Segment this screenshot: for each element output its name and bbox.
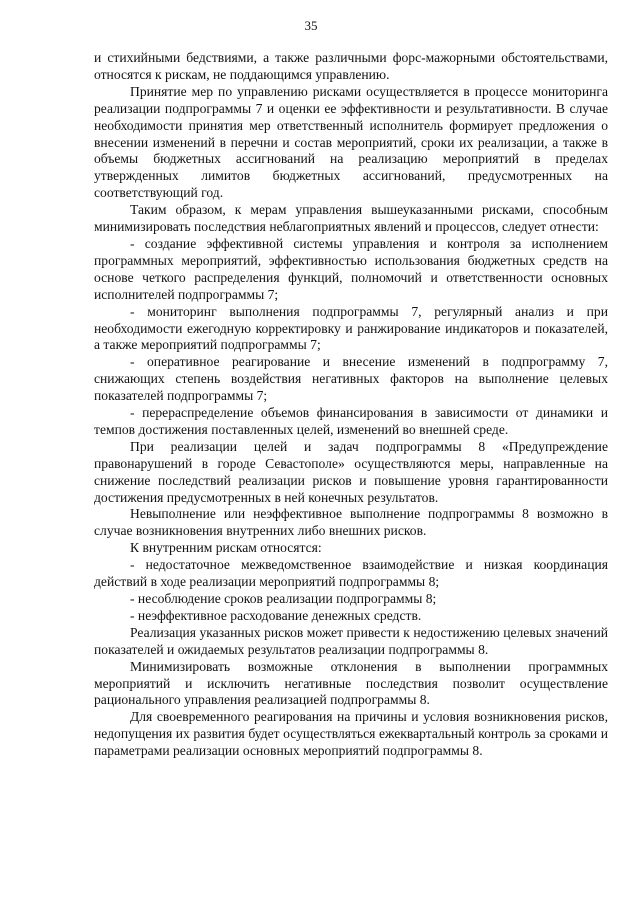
paragraph-5: Невыполнение или неэффективное выполнение подпрограммы 8 возможно в случае возникновения внутренних либо внешних рисков. [94, 506, 608, 539]
list-item-6: - несоблюдение сроков реализации подпрограммы 8; [130, 591, 437, 606]
paragraph-3: Таким образом, к мерам управления вышеуказанными рисками, способным минимизировать последствия неблагоприятных явлений и процессов, следует отнести: [94, 202, 608, 235]
paragraph-2: Принятие мер по управлению рисками осуществляется в процессе мониторинга реализации подпрограммы 7 и оценки ее эффективности и результативности. В случае необходимости принятия мер ответственный исполнитель формирует предложения о внесении изменений в перечни и состав мероприятий, сроки их реализации, а также в объемы бюджетных ассигнований на реализацию мероприятий в пределах утвержденных лимитов бюджетных ассигнований, предусмотренных на соответствующий год. [94, 83, 608, 201]
page-number: 35 [304, 18, 318, 33]
list-item-2: - мониторинг выполнения подпрограммы 7, регулярный анализ и при необходимости ежегодную корректировку и ранжирование индикаторов и показателей, а также мероприятий подпрограммы 7; [94, 303, 608, 353]
paragraph-7: Реализация указанных рисков может привести к недостижению целевых значений показателей и ожидаемых результатов реализации подпрограммы 8. [94, 624, 608, 657]
list-item-4: - перераспределение объемов финансирования в зависимости от динамики и темпов достижения поставленных целей, изменений во внешней среде. [94, 405, 608, 437]
paragraph-4: При реализации целей и задач подпрограммы 8 «Предупреждение правонарушений в городе Севастополе» осуществляются меры, направленные на снижение последствий реализации рисков и повышение уровня гарантированности достижения предусмотренных в ней конечных результатов. [94, 438, 608, 505]
paragraph-8: Минимизировать возможные отклонения в выполнении программных мероприятий и исключить негативные последствия позволит осуществление рационального управления реализацией подпрограммы 8. [94, 658, 608, 708]
list-item-3: - оперативное реагирование и внесение изменений в подпрограмму 7, снижающих степень воздействия негативных факторов на выполнение целевых показателей подпрограммы 7; [94, 354, 608, 404]
document-body [94, 50, 608, 760]
list-item-7: - неэффективное расходование денежных средств. [130, 607, 422, 623]
paragraph-9: Для своевременного реагирования на причины и условия возникновения рисков, недопущения их развития будет осуществляться ежеквартальный контроль за сроками и параметрами реализации основных мероприятий подпрограммы 8. [94, 709, 608, 759]
list-item-1: - создание эффективной системы управления и контроля за исполнением программных мероприятий, эффективностью использования бюджетных средств на основе четкого распределения функций, полномочий и ответственности основных исполнителей подпрограммы 7; [94, 235, 608, 302]
list-item-5: - недостаточное межведомственное взаимодействие и низкая координация действий в ходе реализации мероприятий подпрограммы 8; [94, 557, 608, 590]
paragraph-6: К внутренним рискам относятся: [130, 540, 322, 556]
paragraph-1: и стихийными бедствиями, а также различными форс-мажорными обстоятельствами, относятся к рискам, не поддающимся управлению. [94, 50, 608, 82]
